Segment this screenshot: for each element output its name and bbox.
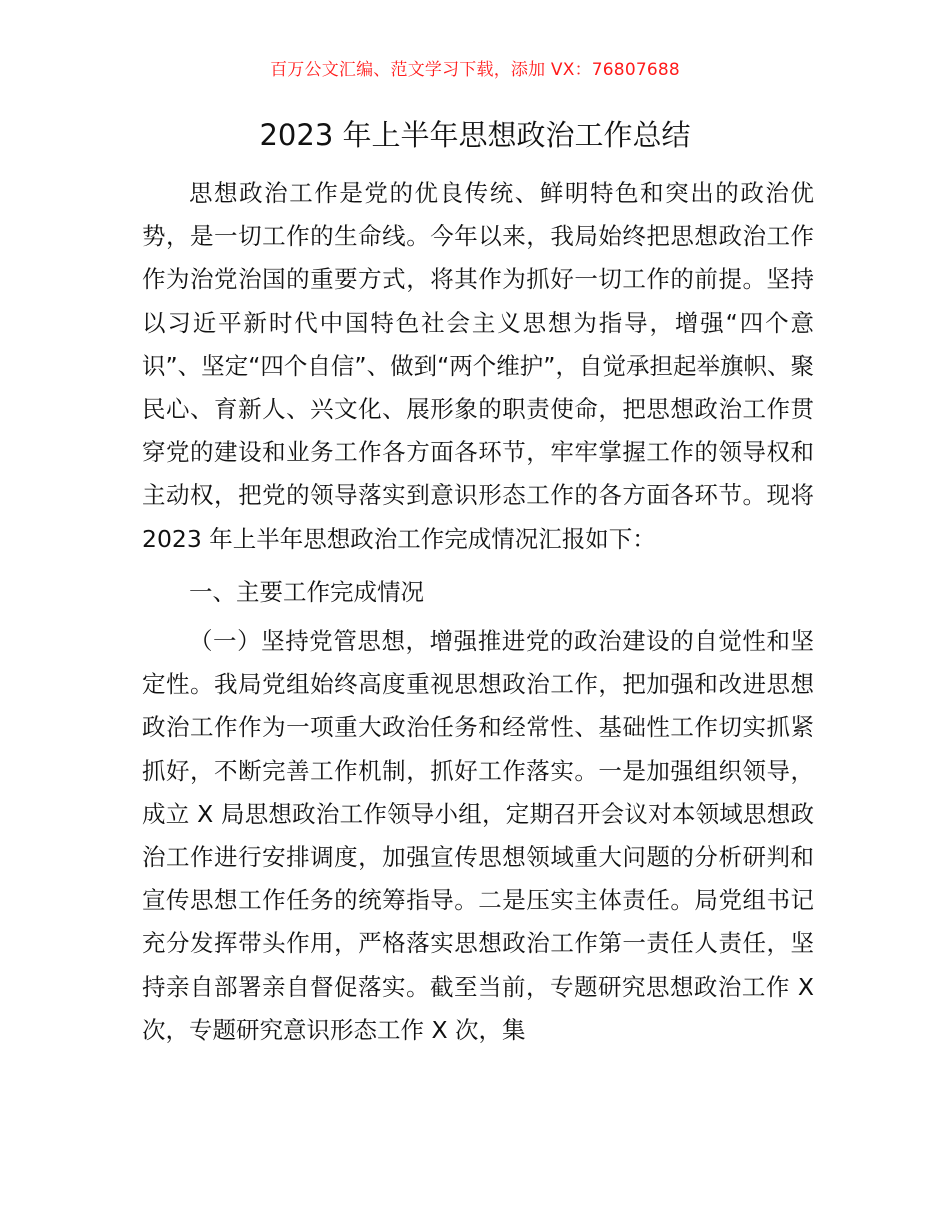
- header-banner: 百万公文汇编、范文学习下载，添加 VX：76807688: [270, 60, 680, 80]
- section-paragraph: （一）坚持党管思想，增强推进党的政治建设的自觉性和坚定性。我局党组始终高度重视思想政治工作，把加强和改进思想政治工作作为一项重大政治任务和经常性、基础性工作切实抓紧抓好，不断完善工作机制，抓好工作落实。一是加强组织领导，成立 X 局思想政治工作领导小组，定期召开会议对本领域思想政治工作进行安排调度，加强宣传思想领域重大问题的分析研判和宣传思想工作任务的统筹指导。二是压实主体责任。局党组书记充分发挥带头作用，严格落实思想政治工作第一责任人责任，坚持亲自部署亲自督促落实。截至当前，专题研究思想政治工作 X 次，专题研究意识形态工作 X 次，集: [142, 627, 814, 1044]
- document-body: [142, 172, 814, 1052]
- document-title: 2023 年上半年思想政治工作总结: [259, 118, 691, 152]
- intro-paragraph: 思想政治工作是党的优良传统、鲜明特色和突出的政治优势，是一切工作的生命线。今年以来，我局始终把思想政治工作作为治党治国的重要方式，将其作为抓好一切工作的前提。坚持以习近平新时代中国特色社会主义思想为指导，增强“四个意识”、坚定“四个自信”、做到“两个维护”，自觉承担起举旗帜、聚民心、育新人、兴文化、展形象的职责使命，把思想政治工作贯穿党的建设和业务工作各方面各环节，牢牢掌握工作的领导权和主动权，把党的领导落实到意识形态工作的各方面各环节。现将 2023 年上半年思想政治工作完成情况汇报如下：: [142, 179, 814, 553]
- section-heading: 一、主要工作完成情况: [189, 577, 424, 606]
